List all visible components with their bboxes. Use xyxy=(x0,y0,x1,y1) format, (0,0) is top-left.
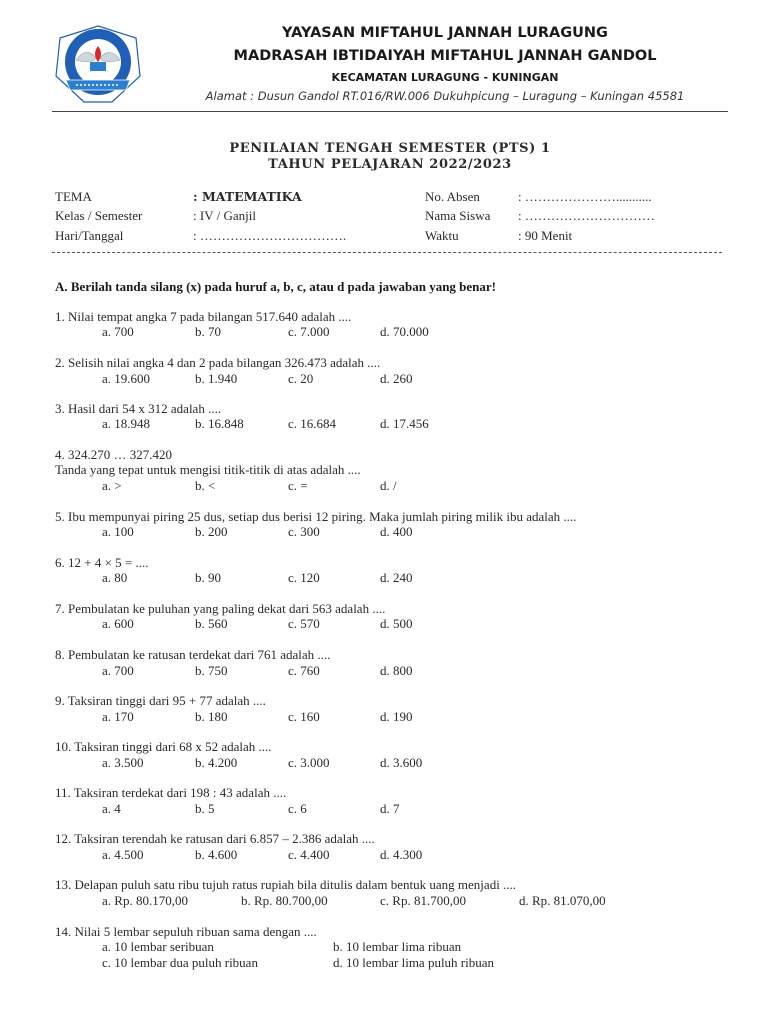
answer-option[interactable]: c. = xyxy=(288,478,308,493)
foundation-name: YAYASAN MIFTAHUL JANNAH LURAGUNG xyxy=(282,25,608,41)
answer-option[interactable]: a. 4.500 xyxy=(102,847,144,862)
waktu-value: : 90 Menit xyxy=(518,228,573,243)
info-divider xyxy=(52,252,722,253)
absen-label: No. Absen xyxy=(425,189,480,204)
question-text: 1. Nilai tempat angka 7 pada bilangan 517.640 adalah .... xyxy=(55,309,352,324)
answer-option[interactable]: b. 4.600 xyxy=(195,847,238,862)
answer-option[interactable]: a. 10 lembar seribuan xyxy=(102,939,214,954)
answer-option[interactable]: a. 4 xyxy=(102,801,121,816)
answer-option[interactable]: c. 760 xyxy=(288,663,320,678)
answer-option[interactable]: d. / xyxy=(380,478,397,493)
question-text: 10. Taksiran tinggi dari 68 x 52 adalah .... xyxy=(55,739,272,754)
question-text: 7. Pembulatan ke puluhan yang paling dekat dari 563 adalah .... xyxy=(55,601,386,616)
answer-option[interactable]: c. Rp. 81.700,00 xyxy=(380,893,466,908)
district-name: KECAMATAN LURAGUNG - KUNINGAN xyxy=(331,71,559,84)
question-text: 3. Hasil dari 54 x 312 adalah .... xyxy=(55,401,222,416)
kelas-label: Kelas / Semester xyxy=(55,208,143,223)
answer-option[interactable]: d. 240 xyxy=(380,570,413,585)
question-text: 12. Taksiran terendah ke ratusan dari 6.857 – 2.386 adalah .... xyxy=(55,831,375,846)
answer-option[interactable]: b. 70 xyxy=(195,324,221,339)
answer-option[interactable]: a. 700 xyxy=(102,324,134,339)
answer-option[interactable]: a. 80 xyxy=(102,570,128,585)
answer-option[interactable]: b. 1.940 xyxy=(195,371,238,386)
answer-option[interactable]: b. 4.200 xyxy=(195,755,238,770)
section-a-instruction: A. Berilah tanda silang (x) pada huruf a, b, c, atau d pada jawaban yang benar! xyxy=(55,279,496,294)
answer-option[interactable]: c. 570 xyxy=(288,616,320,631)
tema-value: : MATEMATIKA xyxy=(193,189,302,204)
answer-option[interactable]: d. 4.300 xyxy=(380,847,423,862)
answer-option[interactable]: c. 7.000 xyxy=(288,324,330,339)
nama-label: Nama Siswa xyxy=(425,208,491,223)
answer-option[interactable]: d. 17.456 xyxy=(380,416,429,431)
answer-option[interactable]: a. 19.600 xyxy=(102,371,151,386)
kelas-value: : IV / Ganjil xyxy=(193,208,256,223)
answer-option[interactable]: d. 7 xyxy=(380,801,400,816)
question-text: 5. Ibu mempunyai piring 25 dus, setiap dus berisi 12 piring. Maka jumlah piring milik ibu adalah .... xyxy=(55,509,577,524)
answer-option[interactable]: c. 16.684 xyxy=(288,416,337,431)
absen-value-field[interactable]: : …………………........... xyxy=(518,189,652,204)
header-divider xyxy=(52,111,728,112)
answer-option[interactable]: c. 120 xyxy=(288,570,320,585)
answer-option[interactable]: b. 10 lembar lima ribuan xyxy=(333,939,462,954)
answer-option[interactable]: b. Rp. 80.700,00 xyxy=(241,893,328,908)
question-text: 13. Delapan puluh satu ribu tujuh ratus rupiah bila ditulis dalam bentuk uang menjadi .... xyxy=(55,877,517,892)
answer-option[interactable]: b. < xyxy=(195,478,216,493)
answer-option[interactable]: b. 90 xyxy=(195,570,221,585)
question-text: 11. Taksiran terdekat dari 198 : 43 adalah .... xyxy=(55,785,287,800)
answer-option[interactable]: b. 180 xyxy=(195,709,228,724)
question-text: 6. 12 + 4 × 5 = .... xyxy=(55,555,149,570)
answer-option[interactable]: d. 500 xyxy=(380,616,413,631)
school-address: Alamat : Dusun Gandol RT.016/RW.006 Dukuhpicung – Luragung – Kuningan 45581 xyxy=(205,89,685,103)
answer-option[interactable]: a. 3.500 xyxy=(102,755,144,770)
answer-option[interactable]: d. 800 xyxy=(380,663,413,678)
hari-value-field[interactable]: : ……………………………. xyxy=(193,228,347,243)
exam-title: PENILAIAN TENGAH SEMESTER (PTS) 1 xyxy=(229,141,551,156)
tema-label: TEMA xyxy=(55,189,92,204)
answer-option[interactable]: a. 700 xyxy=(102,663,134,678)
answer-option[interactable]: d. Rp. 81.070,00 xyxy=(519,893,606,908)
answer-option[interactable]: c. 20 xyxy=(288,371,314,386)
school-name: MADRASAH IBTIDAIYAH MIFTAHUL JANNAH GANDOL xyxy=(233,48,657,64)
nama-value-field[interactable]: : ………………………… xyxy=(518,208,655,223)
answer-option[interactable]: c. 4.400 xyxy=(288,847,330,862)
answer-option[interactable]: c. 160 xyxy=(288,709,320,724)
answer-option[interactable]: a. 170 xyxy=(102,709,134,724)
answer-option[interactable]: d. 70.000 xyxy=(380,324,429,339)
answer-option[interactable]: a. 18.948 xyxy=(102,416,151,431)
answer-option[interactable]: b. 200 xyxy=(195,524,228,539)
answer-option[interactable]: d. 3.600 xyxy=(380,755,423,770)
hari-label: Hari/Tanggal xyxy=(55,228,124,243)
question-text: 8. Pembulatan ke ratusan terdekat dari 761 adalah .... xyxy=(55,647,331,662)
answer-option[interactable]: a. > xyxy=(102,478,122,493)
answer-option[interactable]: c. 10 lembar dua puluh ribuan xyxy=(102,955,258,970)
school-logo-icon xyxy=(52,24,144,104)
question-text: 2. Selisih nilai angka 4 dan 2 pada bilangan 326.473 adalah .... xyxy=(55,355,381,370)
answer-option[interactable]: b. 560 xyxy=(195,616,228,631)
answer-option[interactable]: a. 100 xyxy=(102,524,134,539)
answer-option[interactable]: d. 190 xyxy=(380,709,413,724)
answer-option[interactable]: a. 600 xyxy=(102,616,134,631)
answer-option[interactable]: c. 300 xyxy=(288,524,320,539)
answer-option[interactable]: c. 6 xyxy=(288,801,307,816)
answer-option[interactable]: d. 400 xyxy=(380,524,413,539)
question-text: 9. Taksiran tinggi dari 95 + 77 adalah .... xyxy=(55,693,266,708)
answer-option[interactable]: c. 3.000 xyxy=(288,755,330,770)
question-text-line2: Tanda yang tepat untuk mengisi titik-titik di atas adalah .... xyxy=(55,462,361,477)
waktu-label: Waktu xyxy=(425,228,459,243)
answer-option[interactable]: d. 260 xyxy=(380,371,413,386)
question-text: 4. 324.270 … 327.420 xyxy=(55,447,172,462)
answer-option[interactable]: a. Rp. 80.170,00 xyxy=(102,893,188,908)
answer-option[interactable]: d. 10 lembar lima puluh ribuan xyxy=(333,955,495,970)
exam-year: TAHUN PELAJARAN 2022/2023 xyxy=(268,157,512,172)
question-text: 14. Nilai 5 lembar sepuluh ribuan sama dengan .... xyxy=(55,924,317,939)
answer-option[interactable]: b. 750 xyxy=(195,663,228,678)
answer-option[interactable]: b. 5 xyxy=(195,801,215,816)
answer-option[interactable]: b. 16.848 xyxy=(195,416,244,431)
